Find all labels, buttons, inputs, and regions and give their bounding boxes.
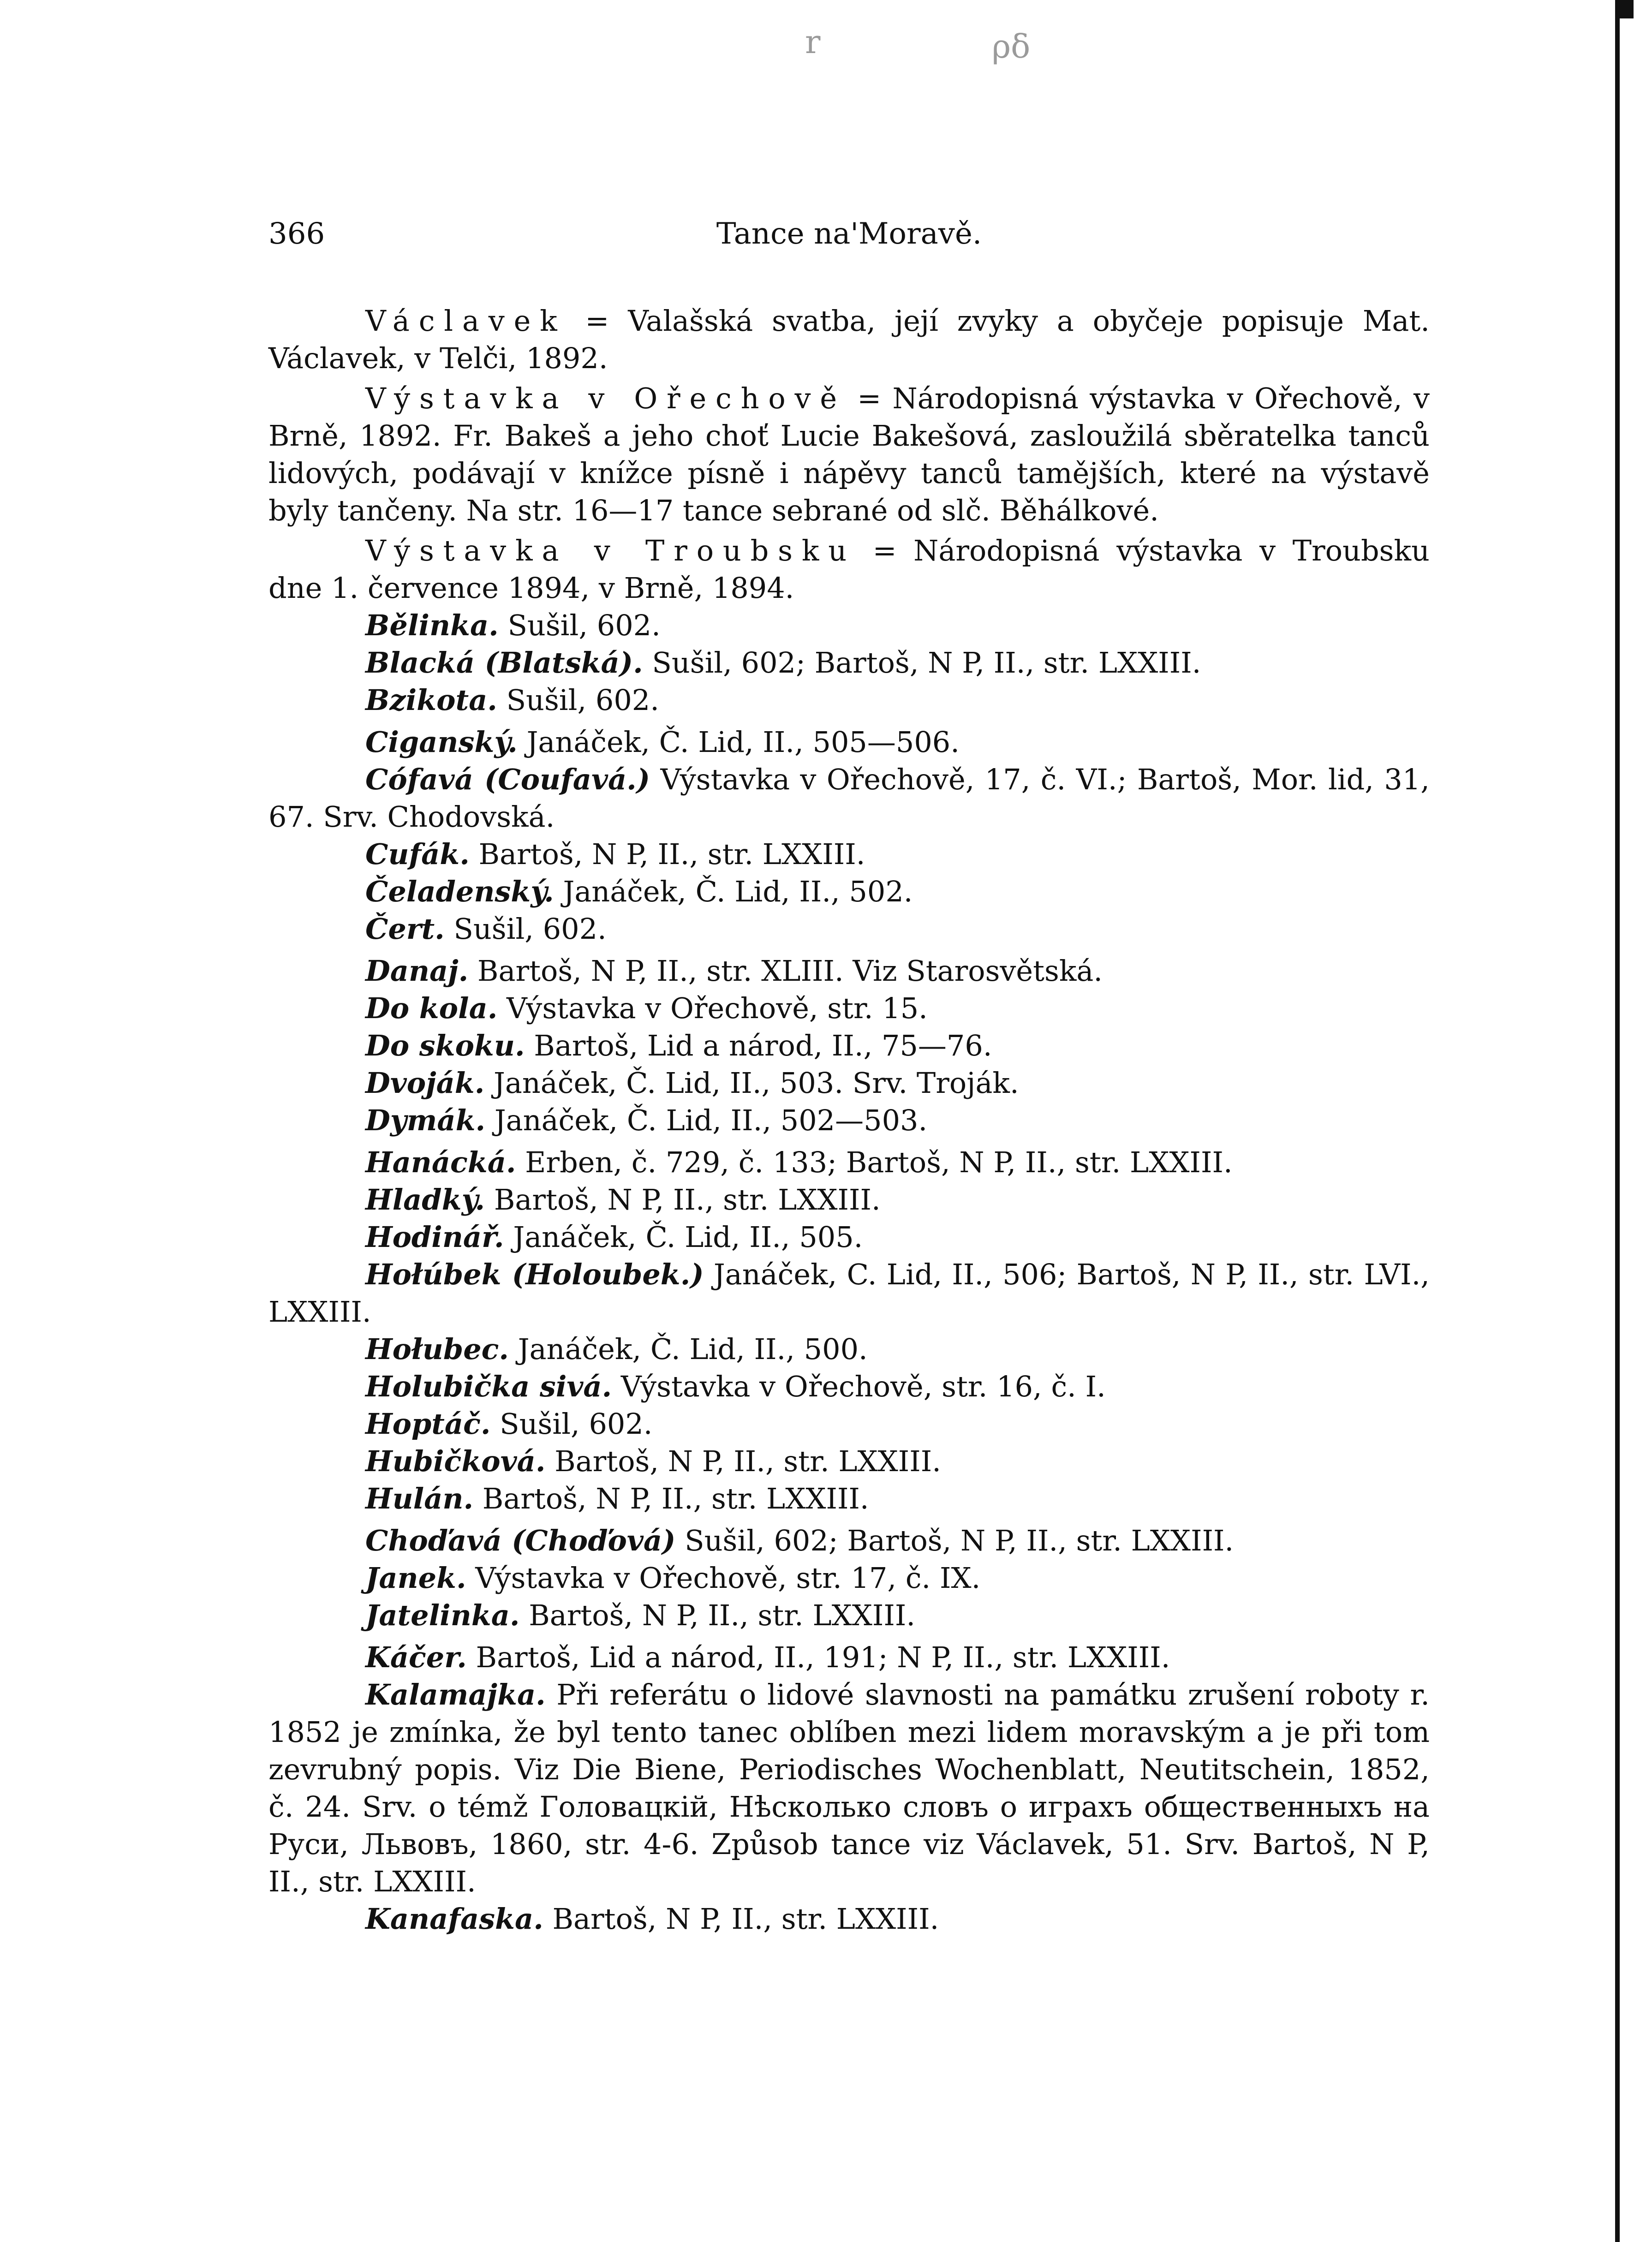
dance-refs: Sušil, 602. — [490, 1407, 653, 1441]
dance-refs: Bartoš, Lid a národ, II., 191; N P, II., str. LXXIII. — [466, 1640, 1170, 1674]
dance-name: Holubička sivá. — [365, 1370, 612, 1403]
dance-entry — [268, 761, 1430, 835]
dance-name: Danaj. — [365, 954, 469, 988]
dance-entry — [268, 1330, 1430, 1368]
dance-name: Cófavá (Coufavá.) — [365, 763, 650, 796]
dance-entry — [268, 1676, 1430, 1900]
dance-name: Cufák. — [365, 837, 470, 871]
dance-refs: Sušil, 602. — [497, 683, 659, 717]
dance-name: Hoptáč. — [365, 1407, 491, 1441]
source-paragraph — [268, 302, 1430, 377]
dance-refs: Výstavka v Ořechově, str. 17, č. IX. — [466, 1561, 981, 1595]
dance-name: Čert. — [365, 912, 445, 946]
dance-entry — [268, 1181, 1430, 1218]
dance-refs: Sušil, 602; Bartoš, N P, II., str. LXXIII. — [675, 1524, 1234, 1557]
dance-name: Dymák. — [365, 1103, 486, 1137]
dance-name: Hodinář. — [365, 1220, 504, 1254]
source-text: = Národopisná výstavka v Troubsku dne 1. července 1894, v Brně, 1894. — [268, 534, 1430, 605]
dance-refs: Erben, č. 729, č. 133; Bartoš, N P, II., str. LXXIII. — [516, 1145, 1233, 1179]
source-text: = Národopisná výstavka v Ořechově, v Brně, 1892. Fr. Bakeš a jeho choť Lucie Bakešová, zasloužilá sběratelka tanců lidových, podávají v knížce písně i nápěvy tanců tamějších, které na výstavě byly tančeny. Na str. 16—17 tance sebrané od slč. Běhálkové. — [268, 382, 1430, 527]
dance-entry — [268, 681, 1430, 719]
dance-name: Hołubec. — [365, 1332, 509, 1366]
dance-name: Do skoku. — [365, 1029, 525, 1062]
dance-refs: Výstavka v Ořechově, 17, č. VI.; Bartoš, Mor. lid, 31, 67. Srv. Chodovská. — [268, 763, 1430, 834]
dance-entry — [268, 1597, 1430, 1634]
dance-name: Kalamajka. — [365, 1678, 546, 1711]
dance-refs: Janáček, Č. Lid, II., 500. — [509, 1332, 868, 1366]
running-title: Tance na'Moravě. — [716, 217, 982, 251]
dance-name: Janek. — [365, 1561, 466, 1595]
dance-entry — [268, 873, 1430, 910]
dance-entry — [268, 607, 1430, 644]
page-body — [268, 302, 1430, 1938]
dance-refs: Bartoš, Lid a národ, II., 75—76. — [525, 1029, 992, 1062]
dance-refs: Výstavka v Ořechově, str. 15. — [497, 991, 928, 1025]
dance-name: Bzikota. — [365, 683, 497, 717]
dance-entry — [268, 1639, 1430, 1676]
dance-entry — [268, 1144, 1430, 1181]
dance-name: Hanácká. — [365, 1145, 516, 1179]
dance-refs: Bartoš, N P, II., str. XLIII. Viz Starosvětská. — [468, 954, 1103, 988]
dance-refs: Bartoš, N P, II., str. LXXIII. — [485, 1183, 881, 1216]
dance-name: Ciganský. — [365, 725, 518, 759]
source-paragraph — [268, 532, 1430, 607]
dance-refs: Bartoš, N P, II., str. LXXIII. — [469, 837, 865, 871]
dance-name: Káčer. — [365, 1640, 467, 1674]
dance-entry — [268, 1368, 1430, 1405]
dance-entry — [268, 1522, 1430, 1559]
scan-mark-corner: ρδ — [992, 28, 1031, 66]
dance-name: Čeladenský. — [365, 875, 554, 908]
dance-refs: Bartoš, N P, II., str. LXXIII. — [519, 1598, 916, 1632]
dance-name: Blacká (Blatská). — [365, 646, 643, 680]
source-name: Václavek — [365, 304, 567, 338]
dance-entry — [268, 1480, 1430, 1517]
dance-entry — [268, 1900, 1430, 1938]
dance-name: Kanafaska. — [365, 1902, 543, 1936]
dance-entry — [268, 990, 1430, 1027]
dance-name: Jatelinka. — [365, 1598, 520, 1632]
dance-refs: Bartoš, N P, II., str. LXXIII. — [545, 1444, 941, 1478]
dance-name: Hulán. — [365, 1482, 474, 1515]
dance-entry — [268, 1256, 1430, 1330]
dance-refs: Janáček, Č. Lid, II., 502—503. — [485, 1103, 928, 1137]
page-header — [268, 217, 1430, 268]
dance-entry — [268, 1102, 1430, 1139]
dance-name: Dvoják. — [365, 1066, 485, 1100]
dance-entry — [268, 910, 1430, 948]
dance-name: Hladký. — [365, 1183, 485, 1216]
dance-name: Hubičková. — [365, 1444, 546, 1478]
source-text: = Valašská svatba, její zvyky a obyčeje popisuje Mat. Václavek, v Telči, 1892. — [268, 304, 1430, 375]
dance-entry — [268, 1064, 1430, 1102]
source-name: Výstavka v Troubsku — [365, 534, 856, 567]
dance-name: Choďavá (Choďová) — [365, 1524, 676, 1557]
dance-entry — [268, 723, 1430, 761]
page-edge-rule — [1615, 0, 1620, 2242]
scan-mark-top: r — [805, 23, 821, 61]
dance-refs: Sušil, 602; Bartoš, N P, II., str. LXXIII. — [643, 646, 1201, 680]
dance-entry — [268, 1559, 1430, 1597]
dance-refs: Sušil, 602. — [498, 608, 661, 642]
dance-entry — [268, 835, 1430, 873]
source-paragraph — [268, 380, 1430, 529]
source-name: Výstavka v Ořechově — [365, 382, 846, 415]
dance-refs: Bartoš, N P, II., str. LXXIII. — [543, 1902, 939, 1936]
dance-name: Do kola. — [365, 991, 498, 1025]
dance-refs: Janáček, C. Lid, II., 506; Bartoš, N P, II., str. LVI., LXXIII. — [268, 1258, 1430, 1329]
dance-refs: Janáček, Č. Lid, II., 503. Srv. Troják. — [484, 1066, 1019, 1100]
dance-entry — [268, 1405, 1430, 1443]
dance-entry — [268, 1443, 1430, 1480]
dance-entry — [268, 1218, 1430, 1256]
dance-name: Hołúbek (Holoubek.) — [365, 1258, 704, 1291]
dance-refs: Janáček, Č. Lid, II., 505. — [504, 1220, 863, 1254]
dance-entry — [268, 1027, 1430, 1064]
dance-refs: Výstavka v Ořechově, str. 16, č. I. — [612, 1370, 1106, 1403]
dance-refs: Bartoš, N P, II., str. LXXIII. — [473, 1482, 869, 1515]
page-number: 366 — [268, 217, 325, 251]
dance-refs: Janáček, Č. Lid, II., 505—506. — [517, 725, 960, 759]
dance-name: Bělinka. — [365, 608, 499, 642]
dance-refs: Janáček, Č. Lid, II., 502. — [554, 875, 913, 908]
dance-entry — [268, 952, 1430, 990]
dance-refs: Při referátu o lidové slavnosti na památku zrušení roboty r. 1852 je zmínka, že byl tento tanec oblíben mezi lidem moravským a je při tom zevrubný popis. Viz Die Biene, Periodisches Wochenblatt, Neutitschein, 1852, č. 24. Srv. o témž Головацкій, Нѣсколько словъ о играхъ общественныхъ на Руси, Львовъ, 1860, str. 4-6. Způsob tance viz Václavek, 51. Srv. Bartoš, N P, II., str. LXXIII. — [268, 1678, 1430, 1898]
dance-refs: Sušil, 602. — [444, 912, 607, 946]
dance-entry-list — [268, 607, 1430, 1938]
dance-entry — [268, 644, 1430, 681]
page-corner-mark — [1615, 0, 1634, 18]
